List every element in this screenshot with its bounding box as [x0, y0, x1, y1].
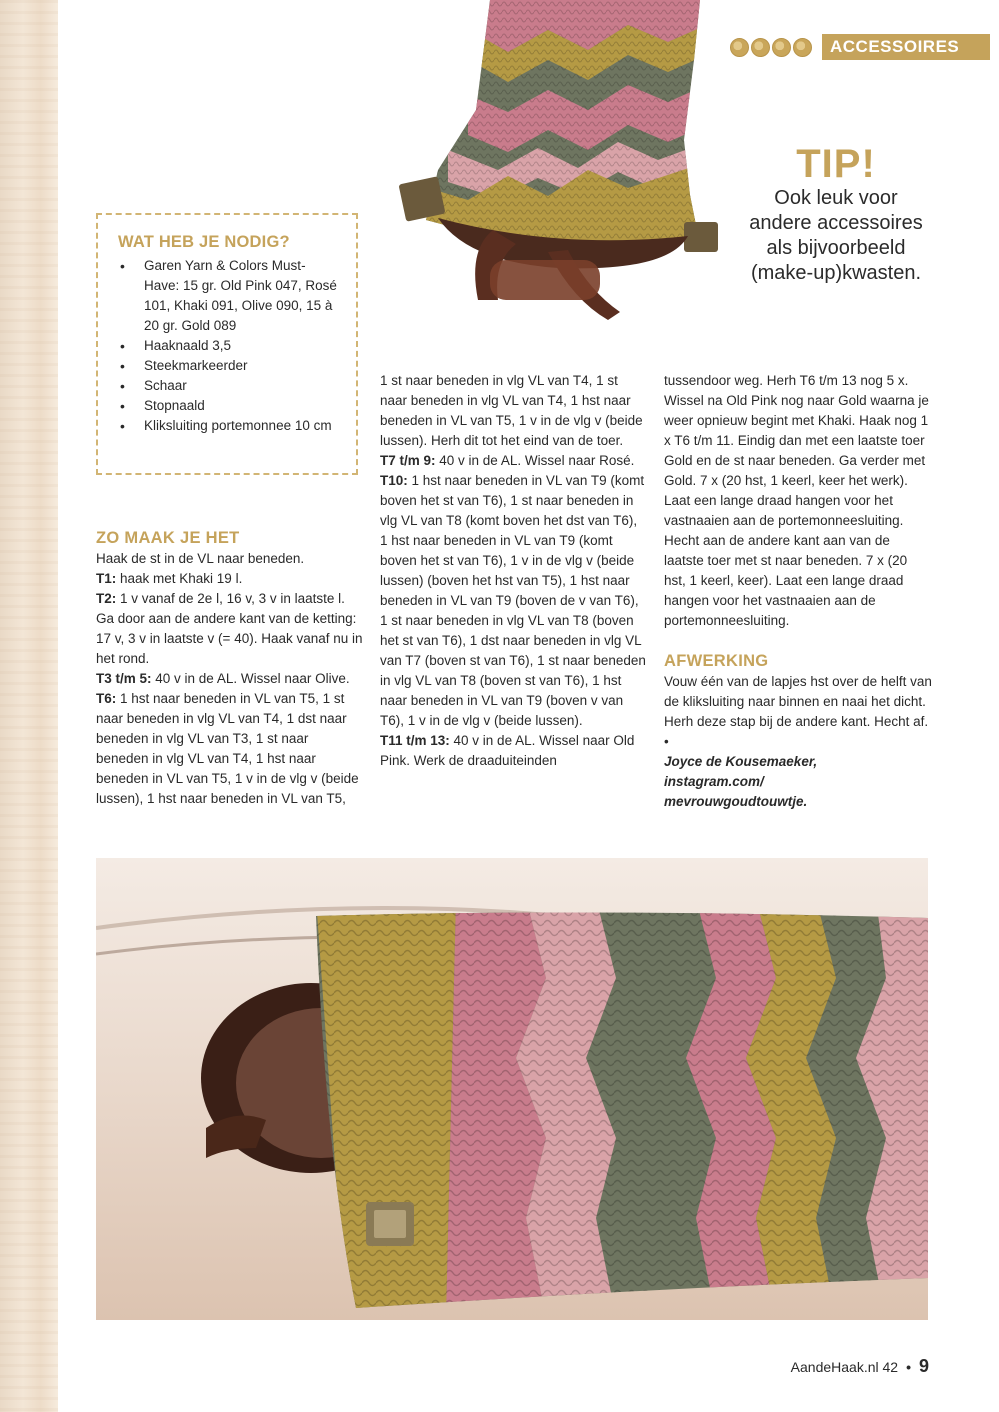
finish-title: AFWERKING: [664, 652, 769, 670]
instructions-title: ZO MAAK JE HET: [96, 529, 240, 547]
tip-line: (make-up)kwasten.: [750, 262, 922, 284]
instructions-intro: Haak de st in de VL naar beneden.: [96, 551, 305, 566]
row-t3-5: T3 t/m 5: 40 v in de AL. Wissel naar Olive.: [96, 671, 350, 686]
instructions-column-1: [96, 528, 364, 809]
tip-line: als bijvoorbeeld: [766, 237, 906, 259]
bottom-photo-glasses-case: [96, 858, 928, 1320]
row-t1: T1: haak met Khaki 19 l.: [96, 571, 243, 586]
top-photo-glasses-case: [398, 0, 718, 345]
materials-item: • Stopnaald: [118, 396, 340, 416]
materials-list: [118, 256, 340, 436]
row-t2: T2: 1 v vanaf de 2e l, 16 v, 3 v in laatste l. Ga door aan de andere kant van de ketting: 17 v, 3 v in laatste v (= 40). Haak vanaf nu in het rond.: [96, 591, 363, 666]
materials-item: • Garen Yarn & Colors Must-Have: 15 gr. Old Pink 047, Rosé 101, Khaki 091, Olive 090, 15 à 20 gr. Gold 089: [118, 256, 340, 336]
materials-item: • Schaar: [118, 376, 340, 396]
materials-item: • Haaknaald 3,5: [118, 336, 340, 356]
tip-title: TIP!: [796, 142, 876, 186]
row-t6: T6: 1 hst naar beneden in VL van T5, 1 st naar beneden in vlg VL van T4, 1 dst naar beneden in vlg VL van T3, 1 st naar beneden in vlg VL van T4, 1 hst naar beneden in VL van T5, 1 v in de vlg v (beide lussen), 1 hst naar beneden in VL van T5,: [96, 691, 359, 806]
footer-bullet: •: [906, 1358, 911, 1375]
author-link[interactable]: instagram.com/: [664, 774, 764, 789]
row-t7-9: T7 t/m 9: 40 v in de AL. Wissel naar Rosé.: [380, 453, 635, 468]
materials-title: WAT HEB JE NODIG?: [118, 233, 290, 251]
yarn-ball-icon: [730, 38, 749, 57]
row-t6-continued: 1 st naar beneden in vlg VL van T4, 1 st naar beneden in vlg VL van T4, 1 hst naar beneden in VL van T5, 1 v in de vlg v (beide lussen). Herh dit tot het eind van de toer.: [380, 373, 643, 448]
materials-item: • Kliksluiting portemonnee 10 cm: [118, 416, 340, 436]
yarn-ball-icon: [751, 38, 770, 57]
materials-item: • Steekmarkeerder: [118, 356, 340, 376]
finish-text: Vouw één van de lapjes hst over de helft van de kliksluiting naar binnen en naai het dicht. Herh deze stap bij de andere kant. Hecht af. •: [664, 674, 932, 749]
row-t11-13: T11 t/m 13: 40 v in de AL. Wissel naar Old Pink. Werk de draaduiteinden: [380, 733, 635, 768]
instructions-continued: tussendoor weg. Herh T6 t/m 13 nog 5 x. Wissel na Old Pink nog naar Gold waarna je weer opnieuw begint met Khaki. Haak nog 1 x T6 t/m 11. Eindig dan met een laatste toer Gold en de st naar beneden. Ga verder met Gold. 7 x (20 hst, 1 keerl, keer het werk). Laat een lange draad hangen voor het vastnaaien aan de portemonneesluiting. Hecht aan de andere kant aan van de laatste toer met st naar beneden. 7 x (20 hst, 1 keerl, keer). Laat een lange draad hangen voor het vastnaaien aan de portemonneesluiting.: [664, 373, 929, 628]
instructions-column-3: [664, 371, 932, 812]
yarn-ball-icon: [793, 38, 812, 57]
tip-line: Ook leuk voor: [774, 187, 898, 209]
section-header: [730, 34, 990, 60]
tip-box: [728, 142, 944, 286]
yarn-ball-icon: [772, 38, 791, 57]
footer-site: AandeHaak.nl 42: [790, 1358, 899, 1375]
page-number: 9: [918, 1356, 929, 1376]
page-footer: [791, 1356, 929, 1377]
instructions-column-2: [380, 371, 648, 771]
author-handle: mevrouwgoudtouwtje.: [664, 794, 808, 809]
wood-background-strip: [0, 0, 58, 1412]
section-label: ACCESSOIRES: [822, 34, 990, 60]
author-name: Joyce de Kousemaeker,: [664, 754, 818, 769]
tip-line: andere accessoires: [749, 212, 923, 234]
yarn-balls-logo: [730, 38, 812, 57]
row-t10: T10: 1 hst naar beneden in VL van T9 (komt boven het st van T6), 1 st naar beneden in vlg VL van T8 (komt boven het dst van T6), 1 hst naar beneden in VL van T9 (komt boven het st van T6), 1 v in de vlg v (beide lussen) (boven het hst van T5), 1 hst naar beneden in VL van T9 (boven de v van T6), 1 st naar beneden in vlg VL van T8 (boven het st van T6), 1 dst naar beneden in vlg VL van T7 (boven st van T6), 1 st naar beneden in vlg VL van T8 (boven st van T6), 1 hst naar beneden in VL van T9 (boven v van T6), 1 v in de vlg v (beide lussen).: [380, 473, 646, 728]
materials-box: [96, 213, 358, 475]
